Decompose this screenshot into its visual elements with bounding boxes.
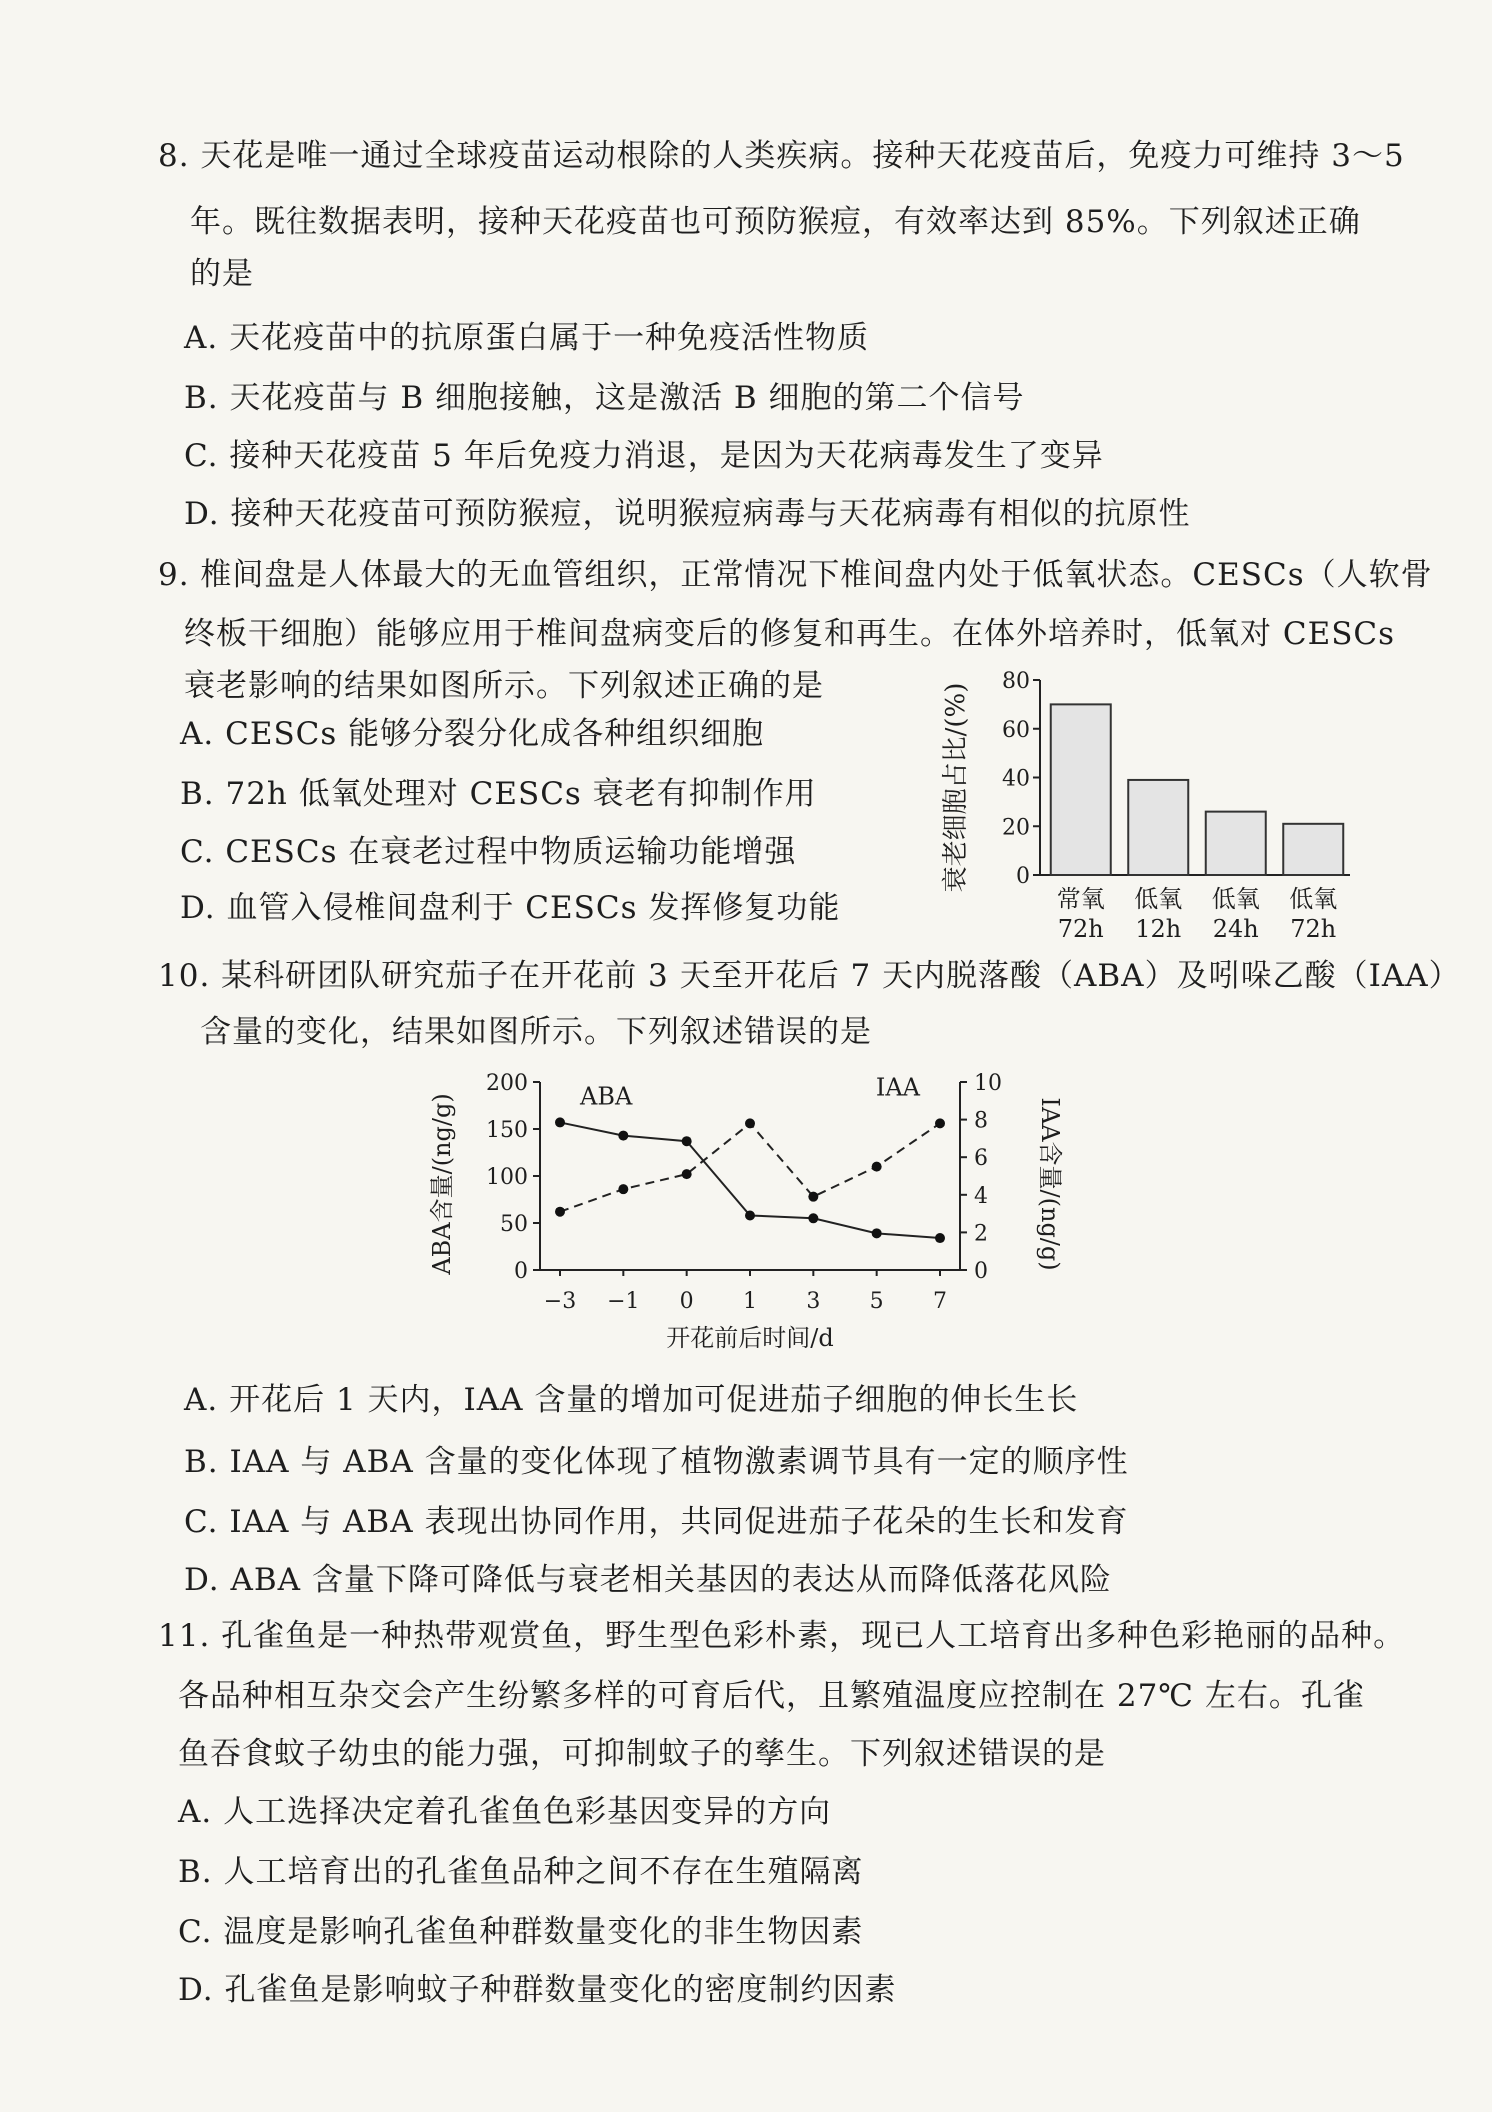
x-tick-label: 1 — [743, 1289, 757, 1314]
question-9-stem-line-1: 9. 椎间盘是人体最大的无血管组织，正常情况下椎间盘内处于低氧状态。CESCs（人软骨 — [158, 557, 1433, 593]
question-10-stem-line-2: 含量的变化，结果如图所示。下列叙述错误的是 — [200, 1014, 872, 1050]
question-9-stem-line-3: 衰老影响的结果如图所示。下列叙述正确的是 — [184, 668, 824, 704]
x-tick-label: 低氧 — [1289, 885, 1338, 913]
data-point-iaa — [618, 1184, 628, 1194]
bar — [1283, 824, 1343, 875]
question-11-option-c: C. 温度是影响孔雀鱼种群数量变化的非生物因素 — [178, 1914, 864, 1950]
question-10-option-b: B. IAA 与 ABA 含量的变化体现了植物激素调节具有一定的顺序性 — [184, 1444, 1129, 1480]
question-8-option-a: A. 天花疫苗中的抗原蛋白属于一种免疫活性物质 — [184, 320, 870, 356]
series-label-iaa: IAA — [875, 1073, 920, 1102]
right-y-tick-label: 0 — [974, 1259, 988, 1284]
x-tick-label: 7 — [933, 1289, 947, 1314]
data-point-aba — [935, 1233, 945, 1243]
question-11-option-a: A. 人工选择决定着孔雀鱼色彩基因变异的方向 — [178, 1794, 832, 1830]
data-point-aba — [745, 1210, 755, 1220]
y-tick-label: 0 — [1016, 864, 1030, 889]
data-point-iaa — [872, 1162, 882, 1172]
cesc-senescence-bar-chart — [930, 660, 1370, 950]
x-tick-label: −1 — [607, 1289, 640, 1314]
question-8-stem-line-2: 年。既往数据表明，接种天花疫苗也可预防猴痘，有效率达到 85%。下列叙述正确 — [190, 204, 1361, 240]
question-8-stem-line-3: 的是 — [190, 256, 254, 292]
x-tick-label: 低氧 — [1211, 885, 1260, 913]
data-point-aba — [555, 1117, 565, 1127]
question-8-option-b: B. 天花疫苗与 B 细胞接触，这是激活 B 细胞的第二个信号 — [184, 380, 1025, 416]
question-8-stem-line-1: 8. 天花是唯一通过全球疫苗运动根除的人类疾病。接种天花疫苗后，免疫力可维持 3～5 — [158, 138, 1405, 174]
bar — [1051, 704, 1111, 875]
y-tick-label: 80 — [1002, 669, 1030, 694]
question-9-option-b: B. 72h 低氧处理对 CESCs 衰老有抑制作用 — [180, 776, 817, 812]
right-y-tick-label: 8 — [974, 1108, 988, 1134]
x-tick-label: 72h — [1290, 915, 1337, 943]
left-y-tick-label: 0 — [514, 1259, 528, 1284]
bar — [1206, 812, 1266, 875]
question-10-option-c: C. IAA 与 ABA 表现出协同作用，共同促进茄子花朵的生长和发育 — [184, 1504, 1129, 1540]
x-tick-label: 低氧 — [1134, 885, 1183, 913]
data-point-aba — [682, 1136, 692, 1146]
left-y-axis-label: ABA含量/(ng/g) — [428, 1093, 456, 1275]
question-11-stem-line-3: 鱼吞食蚊子幼虫的能力强，可抑制蚊子的孳生。下列叙述错误的是 — [178, 1736, 1106, 1772]
x-tick-label: 12h — [1135, 915, 1182, 943]
right-y-tick-label: 6 — [974, 1146, 988, 1172]
question-11-option-d: D. 孔雀鱼是影响蚊子种群数量变化的密度制约因素 — [178, 1972, 897, 2008]
left-y-tick-label: 50 — [500, 1212, 528, 1237]
question-8-option-d: D. 接种天花疫苗可预防猴痘，说明猴痘病毒与天花病毒有相似的抗原性 — [184, 496, 1191, 532]
right-y-tick-label: 2 — [974, 1221, 988, 1247]
data-point-aba — [618, 1131, 628, 1141]
data-point-iaa — [745, 1118, 755, 1128]
y-axis-label: 衰老细胞占比/(%) — [941, 682, 971, 893]
question-11-option-b: B. 人工培育出的孔雀鱼品种之间不存在生殖隔离 — [178, 1854, 864, 1890]
aba-iaa-line-chart — [420, 1060, 1140, 1370]
y-tick-label: 20 — [1002, 815, 1030, 841]
data-point-iaa — [682, 1169, 692, 1179]
question-9-option-a: A. CESCs 能够分裂分化成各种组织细胞 — [180, 716, 765, 752]
x-axis-label: 开花前后时间/d — [666, 1324, 834, 1352]
series-line-aba — [560, 1122, 940, 1238]
left-y-tick-label: 150 — [486, 1118, 528, 1143]
y-tick-label: 60 — [1002, 717, 1030, 743]
x-tick-label: 0 — [679, 1289, 694, 1314]
series-line-iaa — [560, 1123, 940, 1211]
x-tick-label: 24h — [1212, 915, 1259, 943]
data-point-aba — [872, 1228, 882, 1238]
x-tick-label: 5 — [869, 1289, 884, 1314]
question-11-stem-line-2: 各品种相互杂交会产生纷繁多样的可育后代，且繁殖温度应控制在 27℃ 左右。孔雀 — [178, 1678, 1365, 1714]
right-y-tick-label: 10 — [974, 1071, 1002, 1096]
data-point-iaa — [555, 1207, 565, 1217]
question-8-option-c: C. 接种天花疫苗 5 年后免疫力消退，是因为天花病毒发生了变异 — [184, 438, 1104, 474]
data-point-aba — [808, 1213, 818, 1223]
question-9-option-d: D. 血管入侵椎间盘利于 CESCs 发挥修复功能 — [180, 890, 841, 926]
question-10-stem-line-1: 10. 某科研团队研究茄子在开花前 3 天至开花后 7 天内脱落酸（ABA）及吲哚乙酸（IAA） — [158, 958, 1461, 994]
y-tick-label: 40 — [1002, 766, 1030, 792]
left-y-tick-label: 100 — [486, 1165, 528, 1190]
question-10-option-d: D. ABA 含量下降可降低与衰老相关基因的表达从而降低落花风险 — [184, 1562, 1112, 1598]
right-y-axis-label: IAA含量/(ng/g) — [1036, 1097, 1064, 1271]
question-11-stem-line-1: 11. 孔雀鱼是一种热带观赏鱼，野生型色彩朴素，现已人工培育出多种色彩艳丽的品种。 — [158, 1618, 1406, 1654]
data-point-iaa — [808, 1192, 818, 1202]
x-tick-label: 3 — [806, 1289, 821, 1314]
x-tick-label: −3 — [543, 1289, 577, 1314]
x-tick-label: 72h — [1057, 915, 1104, 943]
left-y-tick-label: 200 — [486, 1071, 528, 1096]
data-point-iaa — [935, 1118, 945, 1128]
series-label-aba: ABA — [580, 1082, 633, 1111]
x-tick-label: 常氧 — [1056, 885, 1105, 913]
right-y-tick-label: 4 — [974, 1183, 988, 1209]
question-9-stem-line-2: 终板干细胞）能够应用于椎间盘病变后的修复和再生。在体外培养时，低氧对 CESCs — [184, 616, 1396, 652]
bar — [1128, 780, 1188, 875]
question-10-option-a: A. 开花后 1 天内，IAA 含量的增加可促进茄子细胞的伸长生长 — [184, 1382, 1079, 1418]
question-9-option-c: C. CESCs 在衰老过程中物质运输功能增强 — [180, 834, 797, 870]
